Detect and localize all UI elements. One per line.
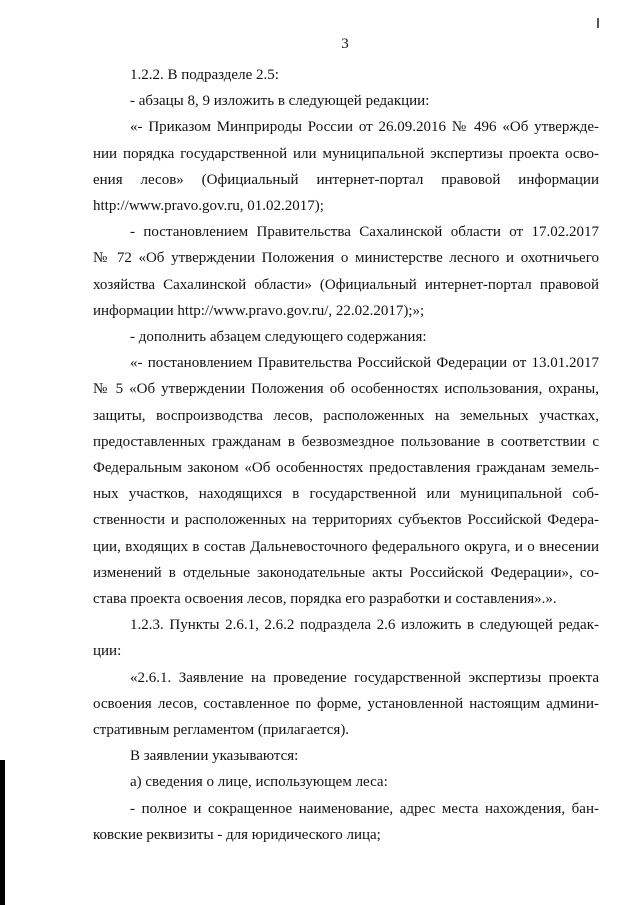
scan-artifact-mark xyxy=(597,18,599,28)
text-line: В заявлении указываются: xyxy=(130,748,299,765)
text-line: http://www.pravo.gov.ru, 01.02.2017); xyxy=(93,198,324,215)
text-line: ных участков, находящихся в государственной или муниципальной соб- xyxy=(93,486,599,503)
text-line: - постановлением Правительства Сахалинской области от 17.02.2017 xyxy=(130,224,599,241)
document-body xyxy=(93,62,599,848)
text-line: № 72 «Об утверждении Положения о министерстве лесного и охотничьего xyxy=(93,250,599,267)
text-line: а) сведения о лице, использующем леса: xyxy=(130,774,388,791)
text-line: - полное и сокращенное наименование, адрес места нахождения, бан- xyxy=(130,800,599,817)
text-line: - дополнить абзацем следующего содержания: xyxy=(130,329,427,346)
text-line: «2.6.1. Заявление на проведение государственной экспертизы проекта xyxy=(130,669,599,686)
text-line: предоставленных гражданам в безвозмездное пользование в соответствии с xyxy=(93,433,599,450)
text-line: № 5 «Об утверждении Положения об особенностях использования, охраны, xyxy=(93,381,599,398)
text-line: ковские реквизиты - для юридического лица; xyxy=(93,826,381,843)
text-line: Федеральным законом «Об особенностях предоставления гражданам земель- xyxy=(93,460,599,477)
text-line: ственности и расположенных на территориях субъектов Российской Федера- xyxy=(93,512,599,529)
text-line: изменений в отдельные законодательные акты Российской Федерации», со- xyxy=(93,564,599,581)
text-line: защиты, воспроизводства лесов, расположенных на земельных участках, xyxy=(93,407,599,424)
page-number: 3 xyxy=(341,36,349,52)
text-line: хозяйства Сахалинской области» (Официальный интернет-портал правовой xyxy=(93,276,599,293)
scan-edge-mark xyxy=(0,760,5,905)
text-line: ения лесов» (Официальный интернет-портал правовой информации xyxy=(93,171,599,188)
text-line: информации http://www.pravo.gov.ru/, 22.02.2017);»; xyxy=(93,302,425,319)
text-line: «- постановлением Правительства Российской Федерации от 13.01.2017 xyxy=(130,355,599,372)
text-line: - абзацы 8, 9 изложить в следующей редакции: xyxy=(130,93,430,110)
text-line: ции, входящих в состав Дальневосточного федерального округа, и о внесении xyxy=(93,538,599,555)
text-line: «- Приказом Минприроды России от 26.09.2016 № 496 «Об утвержде- xyxy=(130,119,599,136)
text-line: нии порядка государственной или муниципальной экспертизы проекта осво- xyxy=(93,145,599,162)
text-line: стративным регламентом (прилагается). xyxy=(93,722,350,739)
text-line: става проекта освоения лесов, порядка его разработки и составления».». xyxy=(93,591,557,608)
text-line: ции: xyxy=(93,643,122,660)
text-line: 1.2.3. Пункты 2.6.1, 2.6.2 подраздела 2.6 изложить в следующей редак- xyxy=(130,617,599,634)
text-line: 1.2.2. В подразделе 2.5: xyxy=(130,67,279,83)
text-line: освоения лесов, составленное по форме, установленной настоящим админи- xyxy=(93,695,599,712)
